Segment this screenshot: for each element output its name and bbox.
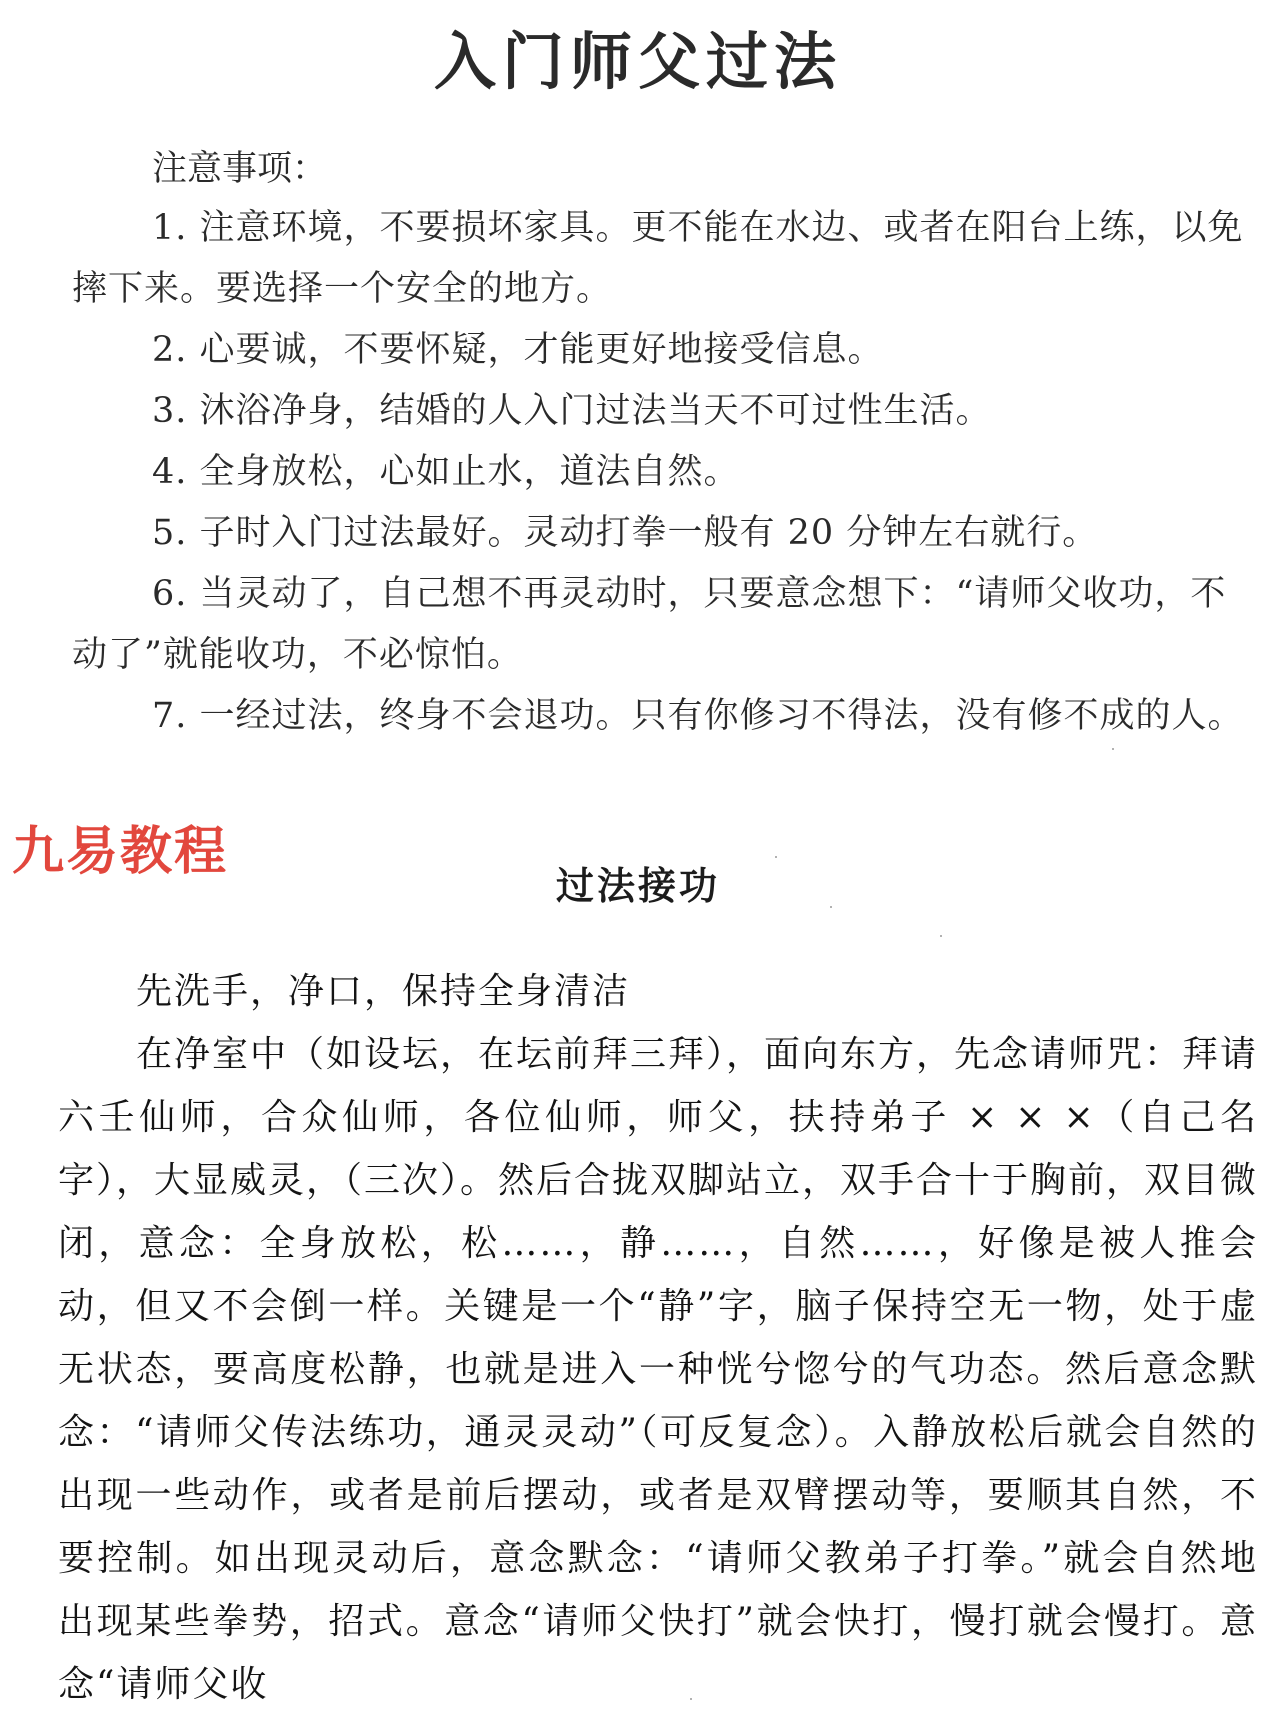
section-title: 过法接功: [555, 863, 720, 908]
scan-speck: [830, 906, 832, 908]
scan-speck: [940, 935, 942, 937]
note-item: 5. 子时入门过法最好。灵动打拳一般有 20 分钟左右就行。: [152, 513, 1099, 553]
paragraph: 在净室中（如设坛，在坛前拜三拜），面向东方，先念请师咒：拜请六壬仙师，合众仙师，各位仙师，师父，扶持弟子 × × ×（自己名字），大显威灵，（三次）。然后合拢双脚站立，双手合十于胸前，双目微闭，意念：全身放松，松……，静……，自然……，好像是被人推会动，但又不会倒一样。关键是一个“静”字，脑子保持空无一物，处于虚无状态，要高度松静，也就是进入一种恍兮惚兮的气功态。然后意念默念：“请师父传法练功，通灵灵动”（可反复念）。入静放松后就会自然的出现一些动作，或者是前后摆动，或者是双臂摆动等，要顺其自然，不要控制。如出现灵动后，意念默念：“请师父教弟子打拳。”就会自然地出现某些拳势，招式。意念“请师父快打”就会快打，慢打就会慢打。意念“请师父收: [58, 1034, 1259, 1705]
note-item: 4. 全身放松，心如止水，道法自然。: [152, 452, 740, 492]
note-item: 7. 一经过法，终身不会退功。只有你修习不得法，没有修不成的人。: [152, 696, 1244, 736]
note-item: 2. 心要诚，不要怀疑，才能更好地接受信息。: [152, 330, 884, 370]
paragraph: 先洗手，净口，保持全身清洁: [136, 971, 631, 1012]
scan-speck: [1112, 748, 1114, 750]
page-title: 入门师父过法: [433, 25, 842, 98]
scan-speck: [690, 1698, 692, 1700]
watermark-label: 九易教程: [12, 822, 229, 882]
note-item: 6. 当灵动了，自己想不再灵动时，只要意念想下：“请师父收功，不动了”就能收功，不必惊怕。: [72, 574, 1227, 675]
note-item: 3. 沐浴净身，结婚的人入门过法当天不可过性生活。: [152, 391, 992, 431]
notes-section: [72, 140, 1252, 747]
body-text: [58, 960, 1258, 1716]
notes-heading: 注意事项：: [152, 149, 328, 189]
scan-speck: [775, 856, 777, 858]
note-item: 1. 注意环境，不要损坏家具。更不能在水边、或者在阳台上练，以免摔下来。要选择一个安全的地方。: [72, 208, 1244, 309]
